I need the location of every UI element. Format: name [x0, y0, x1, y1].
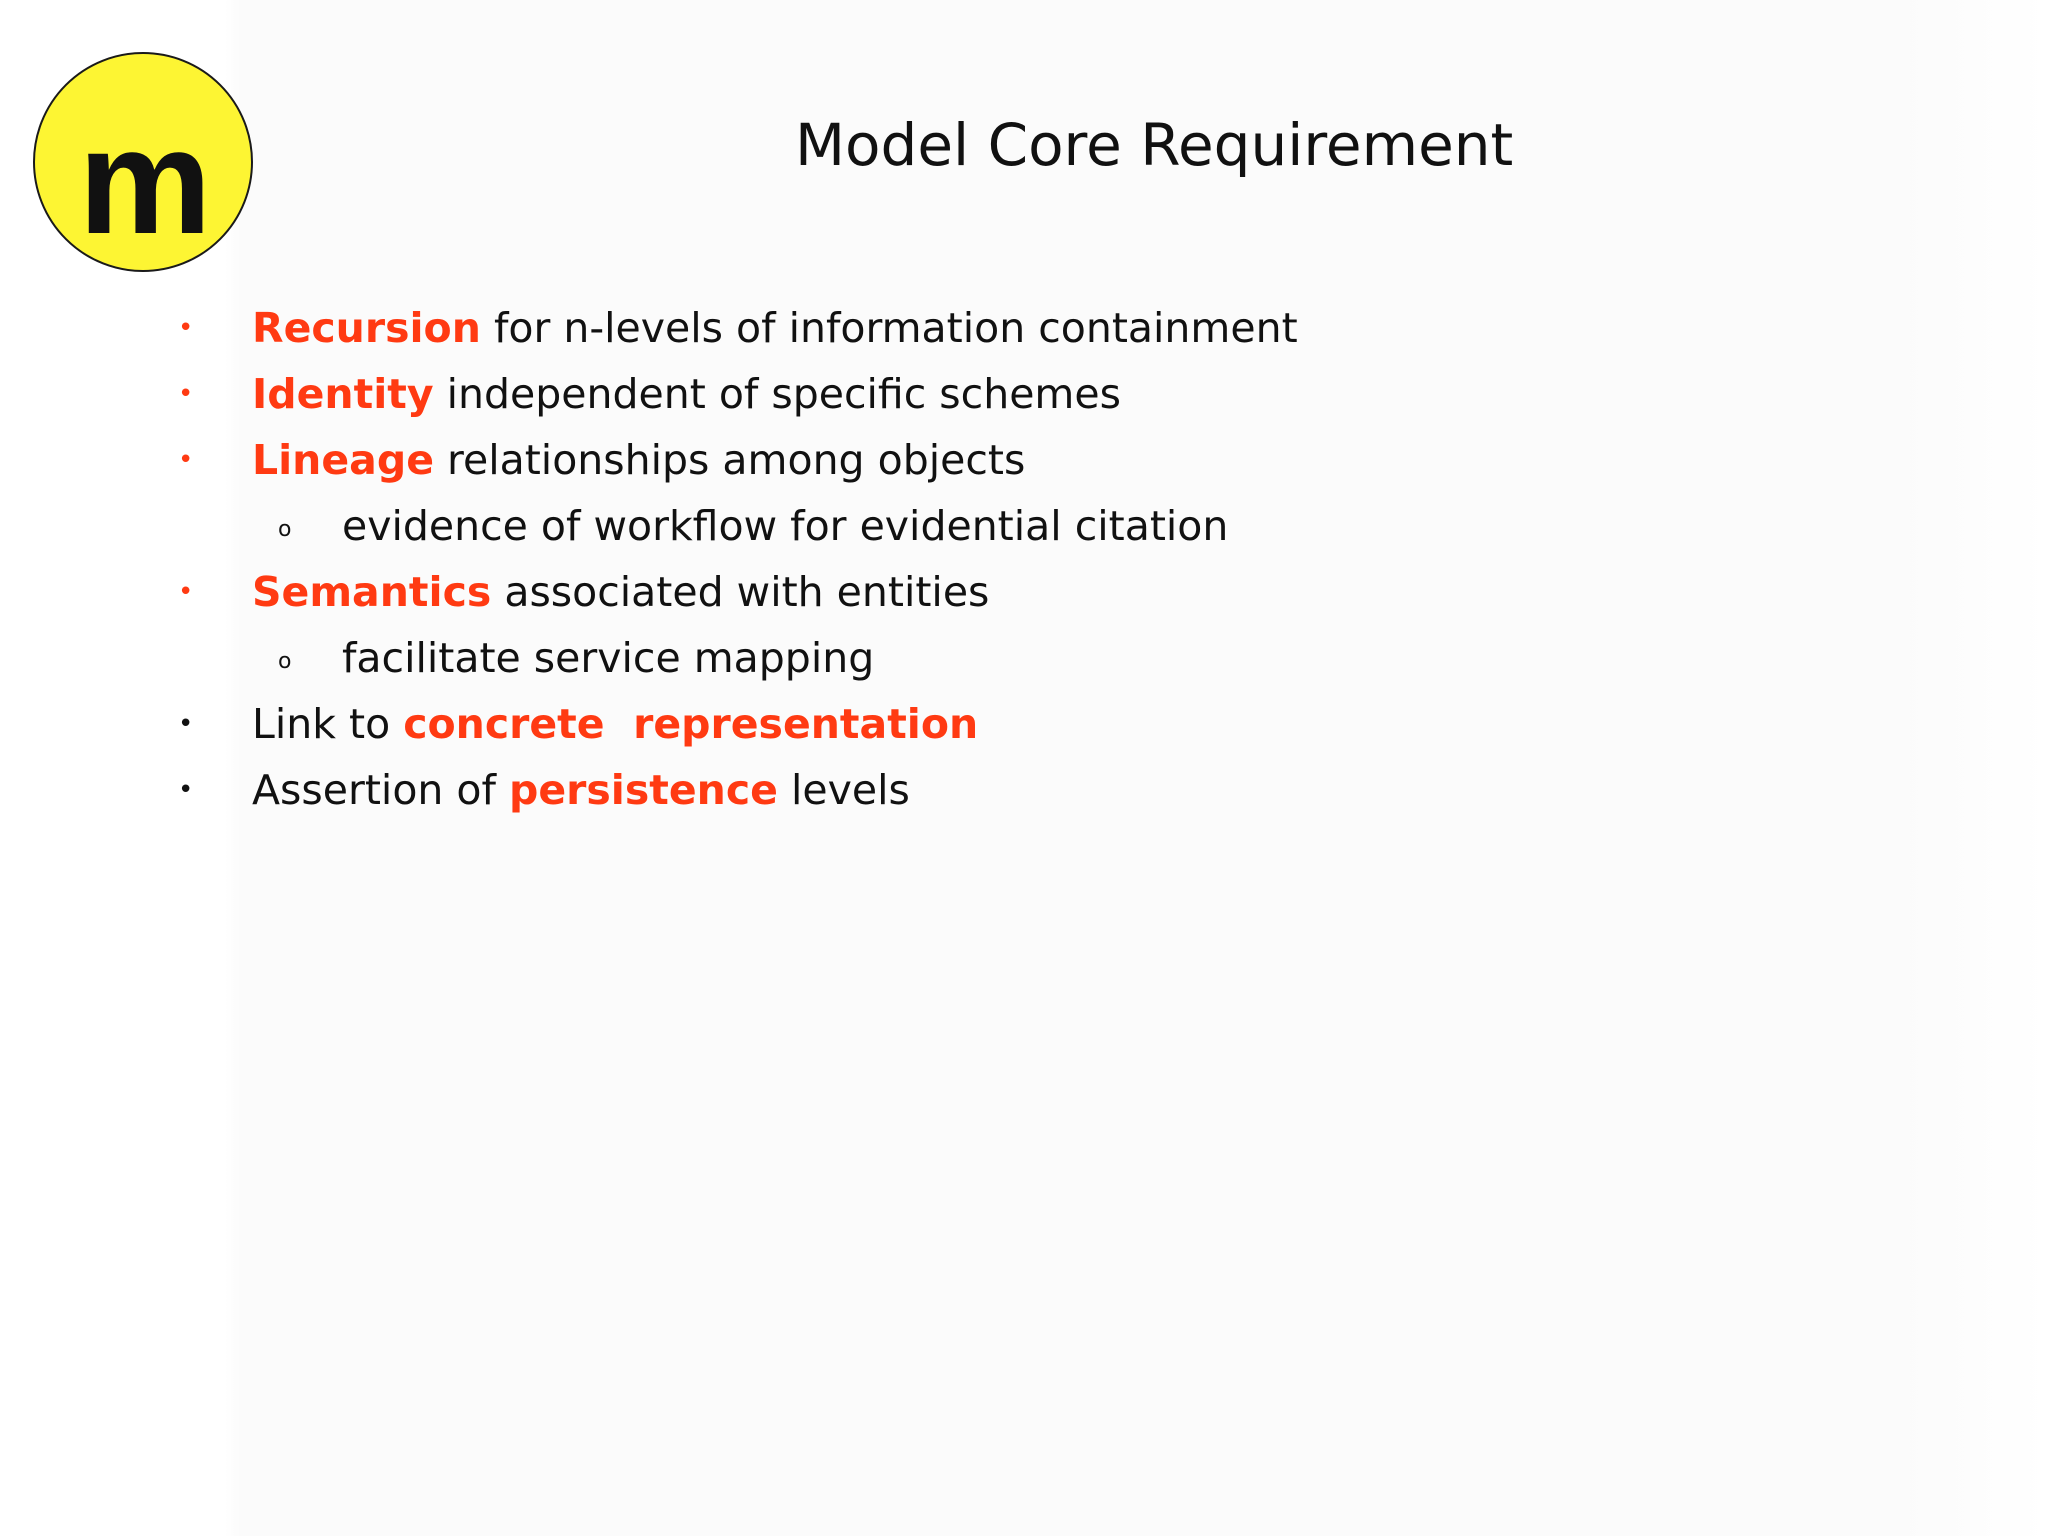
bullet-marker: • — [178, 313, 194, 343]
highlight-term: persistence — [508, 766, 778, 814]
sub-bullet-text: evidence of workflow for evidential citation — [342, 502, 1229, 550]
highlight-term: Identity — [252, 370, 434, 418]
bullet-pre: Assertion of — [252, 766, 509, 814]
bullet-marker: • — [178, 709, 194, 739]
bullet-rest: levels — [777, 766, 910, 814]
bullet-text — [252, 427, 1025, 493]
sub-bullet-marker: o — [278, 649, 292, 674]
slide-title: Model Core Requirement — [795, 111, 1514, 179]
bullet-text — [252, 559, 989, 625]
logo-circle — [33, 52, 253, 272]
bullet-rest: for n-levels of information containment — [480, 304, 1298, 352]
bullet-text — [252, 295, 1298, 361]
bullet-rest: associated with entities — [491, 568, 990, 616]
bullet-marker: • — [178, 577, 194, 607]
bullet-pre: Link to — [252, 700, 404, 748]
bullet-text — [252, 757, 910, 823]
bullet-marker: • — [178, 775, 194, 805]
bullet-text — [252, 691, 978, 757]
bullet-marker: • — [178, 379, 194, 409]
sub-bullet-text: facilitate service mapping — [342, 634, 875, 682]
bullet-rest: independent of specific schemes — [433, 370, 1121, 418]
bullet-rest: relationships among objects — [434, 436, 1026, 484]
highlight-term: Recursion — [252, 304, 481, 352]
bullet-marker: • — [178, 445, 194, 475]
highlight-term: Lineage — [252, 436, 434, 484]
highlight-term: concrete representation — [403, 700, 979, 748]
logo-letter: m — [78, 97, 208, 265]
bullet-text — [252, 361, 1121, 427]
highlight-term: Semantics — [252, 568, 492, 616]
sub-bullet-marker: o — [278, 517, 292, 542]
